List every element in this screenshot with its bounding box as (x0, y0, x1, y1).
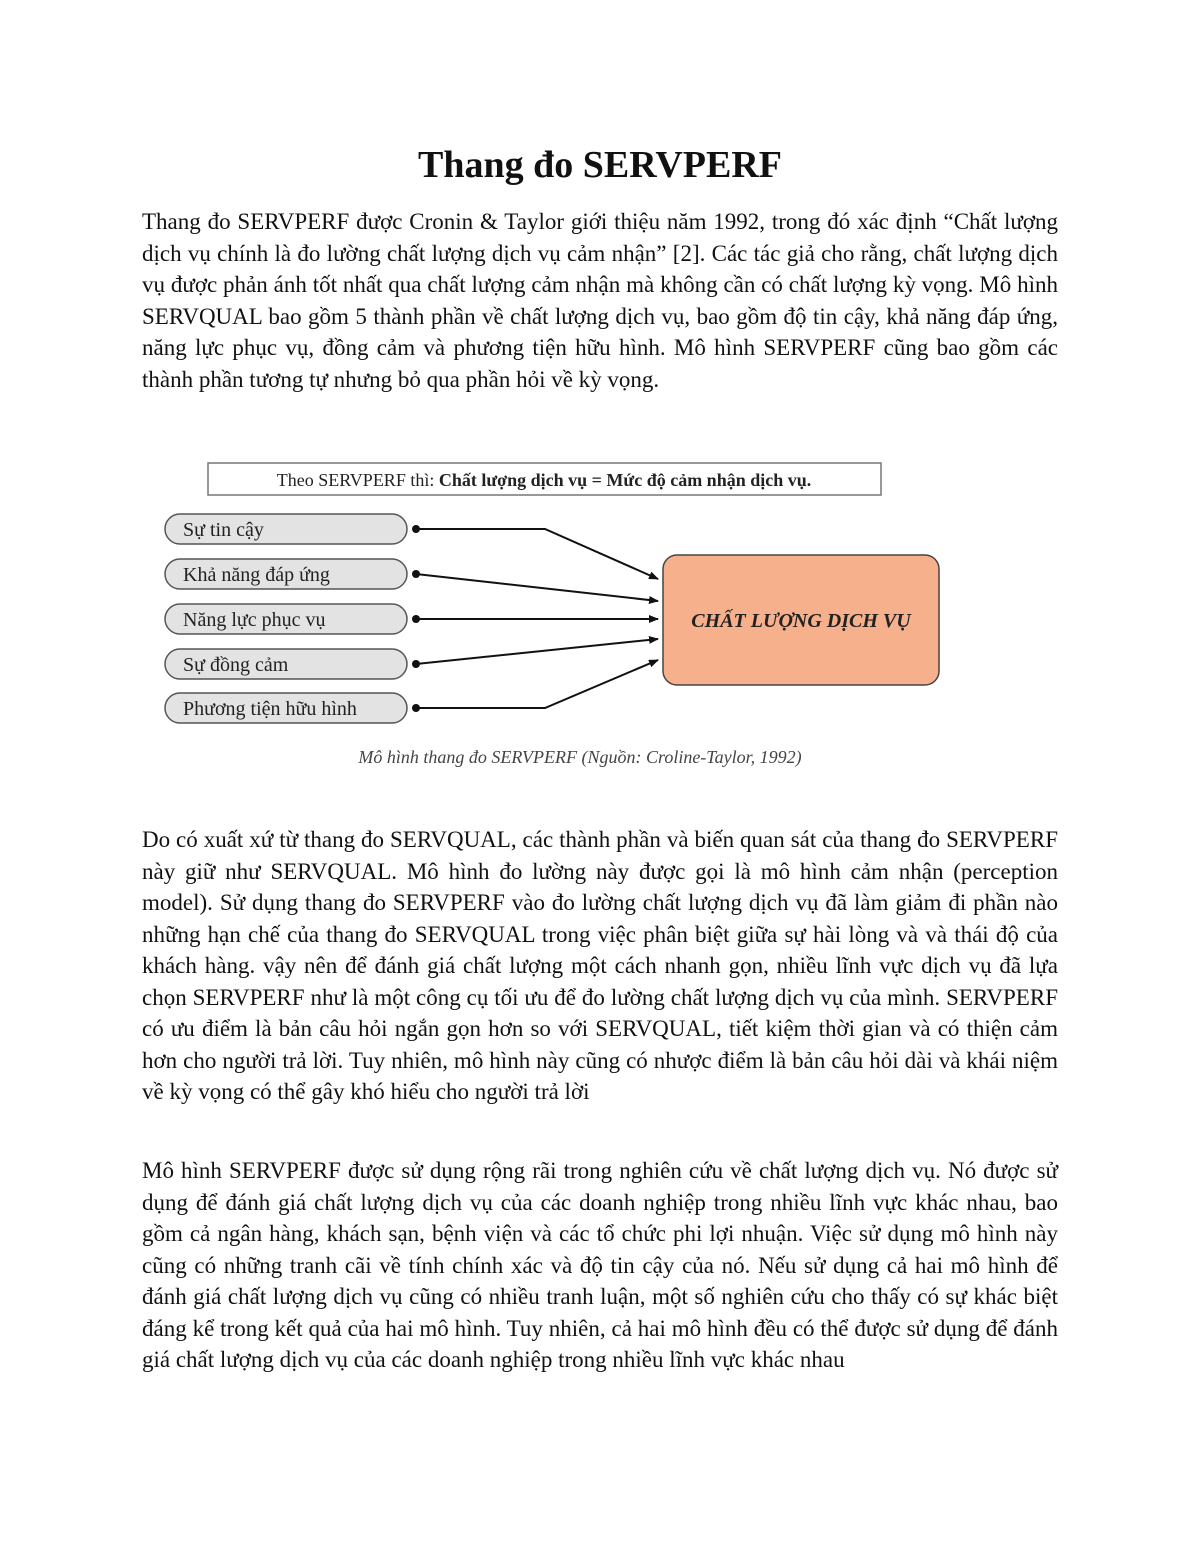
factor-group-2 (165, 559, 407, 589)
factor-label: Năng lực phục vụ (183, 609, 326, 631)
arrow-reliability (416, 529, 658, 579)
figure-header-text (277, 470, 812, 490)
factor-label: Khả năng đáp ứng (183, 564, 330, 586)
figure-header-prefix: Theo SERVPERF thì: (276, 470, 439, 490)
factor-label: Phương tiện hữu hình (183, 698, 357, 720)
factor-label: Sự đồng cảm (183, 654, 289, 676)
factor-label: Sự tin cậy (183, 519, 264, 541)
arrow-empathy (416, 639, 658, 664)
paragraph-usage: Mô hình SERVPERF được sử dụng rộng rãi trong nghiên cứu về chất lượng dịch vụ. Nó được sử dụng để đánh giá chất lượng dịch vụ của các doanh nghiệp trong nhiều lĩnh vực khác nhau, bao gồm cả ngân hàng, khách sạn, bệnh viện và các tổ chức phi lợi nhuận. Việc sử dụng mô hình này cũng có những tranh cãi về tính chính xác và độ tin cậy của nó. Nếu sử dụng cả hai mô hình để đánh giá chất lượng dịch vụ cũng có nhiều tranh luận, một số nghiên cứu cho thấy có sự khác biệt đáng kể trong kết quả của hai mô hình. Tuy nhiên, cả hai mô hình đều có thể được sử dụng để đánh giá chất lượng dịch vụ của các doanh nghiệp trong nhiều lĩnh vực khác nhau (142, 1158, 1058, 1372)
paragraph-intro: Thang đo SERVPERF được Cronin & Taylor giới thiệu năm 1992, trong đó xác định “Chất lượng dịch vụ chính là đo lường chất lượng dịch vụ cảm nhận” [2]. Các tác giả cho rằng, chất lượng dịch vụ được phản ánh tốt nhất qua chất lượng cảm nhận mà không cần có chất lượng kỳ vọng. Mô hình SERVQUAL bao gồm 5 thành phần về chất lượng dịch vụ, bao gồm độ tin cậy, khả năng đáp ứng, năng lực phục vụ, đồng cảm và phương tiện hữu hình. Mô hình SERVPERF cũng bao gồm các thành phần tương tự nhưng bỏ qua phần hỏi về kỳ vọng. (142, 209, 1058, 392)
factor-group-1 (165, 514, 407, 544)
servperf-diagram (160, 455, 960, 785)
figure-caption: Mô hình thang đo SERVPERF (Nguồn: Croline-Taylor, 1992) (358, 747, 802, 767)
arrow-responsiveness (416, 574, 658, 601)
page-title: Thang đo SERVPERF (418, 144, 782, 186)
factor-group-3 (165, 604, 407, 634)
factor-group-4 (165, 649, 407, 679)
service-quality-label: CHẤT LƯỢNG DỊCH VỤ (691, 610, 911, 632)
arrow-tangibles (416, 660, 658, 708)
servperf-model-figure (160, 455, 960, 785)
paragraph-origin: Do có xuất xứ từ thang đo SERVQUAL, các thành phần và biến quan sát của thang đo SERVPERF này giữ như SERVQUAL. Mô hình đo lường này được gọi là mô hình cảm nhận (perception model). Sử dụng thang đo SERVPERF vào đo lường chất lượng dịch vụ đã làm giảm đi phần nào những hạn chế của thang đo SERVQUAL trong việc phân biệt giữa sự hài lòng và và thái độ của khách hàng. vậy nên để đánh giá chất lượng một cách nhanh gọn, nhiều lĩnh vực dịch vụ đã lựa chọn SERVPERF như là một công cụ tối ưu để đo lường chất lượng dịch vụ của mình. SERVPERF có ưu điểm là bản câu hỏi ngắn gọn hơn so với SERVQUAL, tiết kiệm thời gian và có thiện cảm hơn cho người trả lời. Tuy nhiên, mô hình này cũng có nhược điểm là bản câu hỏi dài và khái niệm về kỳ vọng có thể gây khó hiểu cho người trả lời (142, 827, 1058, 1104)
figure-header-formula: Chất lượng dịch vụ = Mức độ cảm nhận dịch vụ. (438, 470, 812, 490)
factor-group-5 (165, 693, 407, 723)
